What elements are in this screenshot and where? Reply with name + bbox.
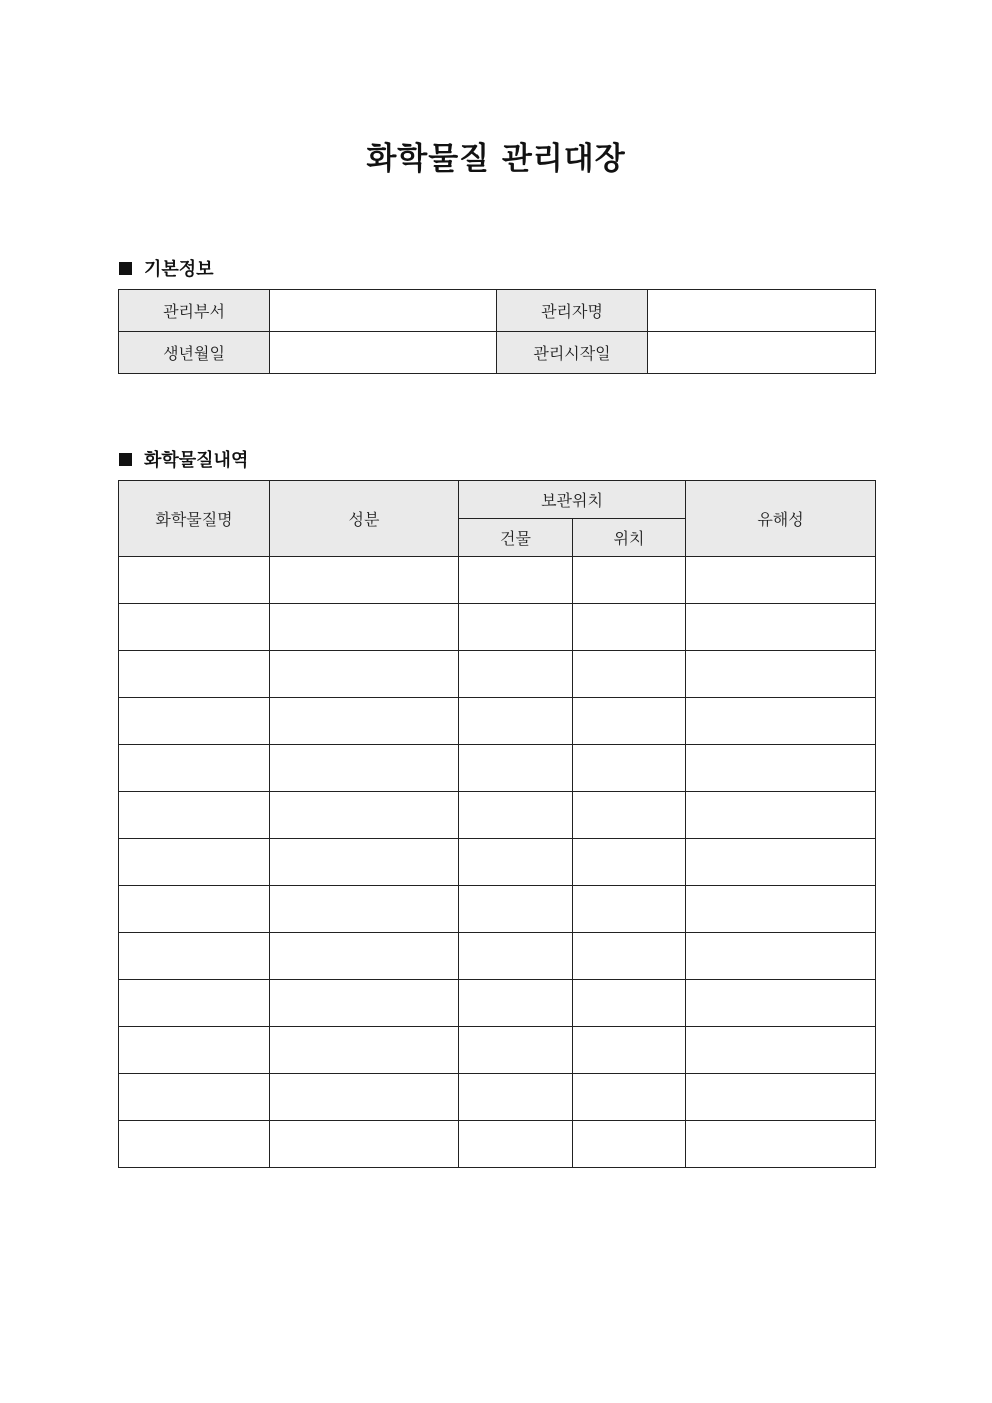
- chemical-name-cell[interactable]: [119, 839, 270, 886]
- header-building: 건물: [459, 519, 573, 557]
- manager-name-field[interactable]: [648, 290, 876, 332]
- building-cell[interactable]: [459, 651, 573, 698]
- page-title: 화학물질 관리대장: [366, 141, 626, 177]
- chemical-name-cell[interactable]: [119, 980, 270, 1027]
- department-field[interactable]: [270, 290, 497, 332]
- location-cell[interactable]: [573, 933, 686, 980]
- basic-info-heading-label: 기본정보: [144, 259, 214, 280]
- basic-info-heading: [119, 255, 214, 281]
- header-hazard: 유해성: [686, 481, 876, 557]
- chemicals-table-body: [119, 557, 876, 1168]
- location-cell[interactable]: [573, 557, 686, 604]
- location-cell[interactable]: [573, 698, 686, 745]
- table-row: [119, 332, 876, 374]
- building-cell[interactable]: [459, 980, 573, 1027]
- component-cell[interactable]: [270, 1074, 459, 1121]
- hazard-cell[interactable]: [686, 1027, 876, 1074]
- component-cell[interactable]: [270, 886, 459, 933]
- hazard-cell[interactable]: [686, 698, 876, 745]
- component-cell[interactable]: [270, 698, 459, 745]
- component-cell[interactable]: [270, 792, 459, 839]
- building-cell[interactable]: [459, 792, 573, 839]
- component-cell[interactable]: [270, 1027, 459, 1074]
- hazard-cell[interactable]: [686, 604, 876, 651]
- label-manager-name: 관리자명: [497, 290, 648, 332]
- header-storage-location: 보관위치: [459, 481, 686, 519]
- building-cell[interactable]: [459, 839, 573, 886]
- component-cell[interactable]: [270, 1121, 459, 1168]
- table-row: [119, 1074, 876, 1121]
- hazard-cell[interactable]: [686, 1121, 876, 1168]
- basic-info-table: [118, 289, 876, 374]
- table-row: [119, 604, 876, 651]
- building-cell[interactable]: [459, 933, 573, 980]
- location-cell[interactable]: [573, 1121, 686, 1168]
- chemical-name-cell[interactable]: [119, 604, 270, 651]
- component-cell[interactable]: [270, 933, 459, 980]
- hazard-cell[interactable]: [686, 557, 876, 604]
- location-cell[interactable]: [573, 604, 686, 651]
- table-row: [119, 1121, 876, 1168]
- location-cell[interactable]: [573, 651, 686, 698]
- table-row: [119, 933, 876, 980]
- chemical-name-cell[interactable]: [119, 745, 270, 792]
- location-cell[interactable]: [573, 980, 686, 1027]
- component-cell[interactable]: [270, 839, 459, 886]
- header-component: 성분: [270, 481, 459, 557]
- chemical-name-cell[interactable]: [119, 1121, 270, 1168]
- component-cell[interactable]: [270, 557, 459, 604]
- component-cell[interactable]: [270, 651, 459, 698]
- building-cell[interactable]: [459, 698, 573, 745]
- black-square-icon: [119, 262, 132, 275]
- building-cell[interactable]: [459, 886, 573, 933]
- hazard-cell[interactable]: [686, 792, 876, 839]
- table-row: [119, 745, 876, 792]
- label-department: 관리부서: [119, 290, 270, 332]
- chemicals-heading-label: 화학물질내역: [144, 450, 249, 471]
- table-header-row: [119, 481, 876, 519]
- table-row: [119, 1027, 876, 1074]
- chemical-name-cell[interactable]: [119, 698, 270, 745]
- location-cell[interactable]: [573, 886, 686, 933]
- label-start-date: 관리시작일: [497, 332, 648, 374]
- component-cell[interactable]: [270, 980, 459, 1027]
- label-birth-date: 생년월일: [119, 332, 270, 374]
- table-row: [119, 792, 876, 839]
- chemical-name-cell[interactable]: [119, 1074, 270, 1121]
- hazard-cell[interactable]: [686, 839, 876, 886]
- building-cell[interactable]: [459, 1027, 573, 1074]
- table-row: [119, 651, 876, 698]
- chemicals-heading: [119, 446, 248, 472]
- chemical-name-cell[interactable]: [119, 557, 270, 604]
- table-row: [119, 557, 876, 604]
- chemical-name-cell[interactable]: [119, 651, 270, 698]
- component-cell[interactable]: [270, 604, 459, 651]
- location-cell[interactable]: [573, 839, 686, 886]
- building-cell[interactable]: [459, 557, 573, 604]
- location-cell[interactable]: [573, 745, 686, 792]
- chemical-name-cell[interactable]: [119, 933, 270, 980]
- birth-date-field[interactable]: [270, 332, 497, 374]
- hazard-cell[interactable]: [686, 886, 876, 933]
- building-cell[interactable]: [459, 604, 573, 651]
- building-cell[interactable]: [459, 1121, 573, 1168]
- start-date-field[interactable]: [648, 332, 876, 374]
- hazard-cell[interactable]: [686, 933, 876, 980]
- location-cell[interactable]: [573, 792, 686, 839]
- chemical-name-cell[interactable]: [119, 886, 270, 933]
- location-cell[interactable]: [573, 1074, 686, 1121]
- table-row: [119, 698, 876, 745]
- hazard-cell[interactable]: [686, 980, 876, 1027]
- hazard-cell[interactable]: [686, 1074, 876, 1121]
- table-row: [119, 980, 876, 1027]
- table-row: [119, 290, 876, 332]
- table-row: [119, 839, 876, 886]
- hazard-cell[interactable]: [686, 745, 876, 792]
- header-chemical-name: 화학물질명: [119, 481, 270, 557]
- building-cell[interactable]: [459, 745, 573, 792]
- location-cell[interactable]: [573, 1027, 686, 1074]
- chemical-name-cell[interactable]: [119, 792, 270, 839]
- building-cell[interactable]: [459, 1074, 573, 1121]
- chemicals-table: [118, 480, 876, 1168]
- header-location: 위치: [573, 519, 686, 557]
- table-row: [119, 886, 876, 933]
- chemical-name-cell[interactable]: [119, 1027, 270, 1074]
- component-cell[interactable]: [270, 745, 459, 792]
- black-square-icon: [119, 453, 132, 466]
- hazard-cell[interactable]: [686, 651, 876, 698]
